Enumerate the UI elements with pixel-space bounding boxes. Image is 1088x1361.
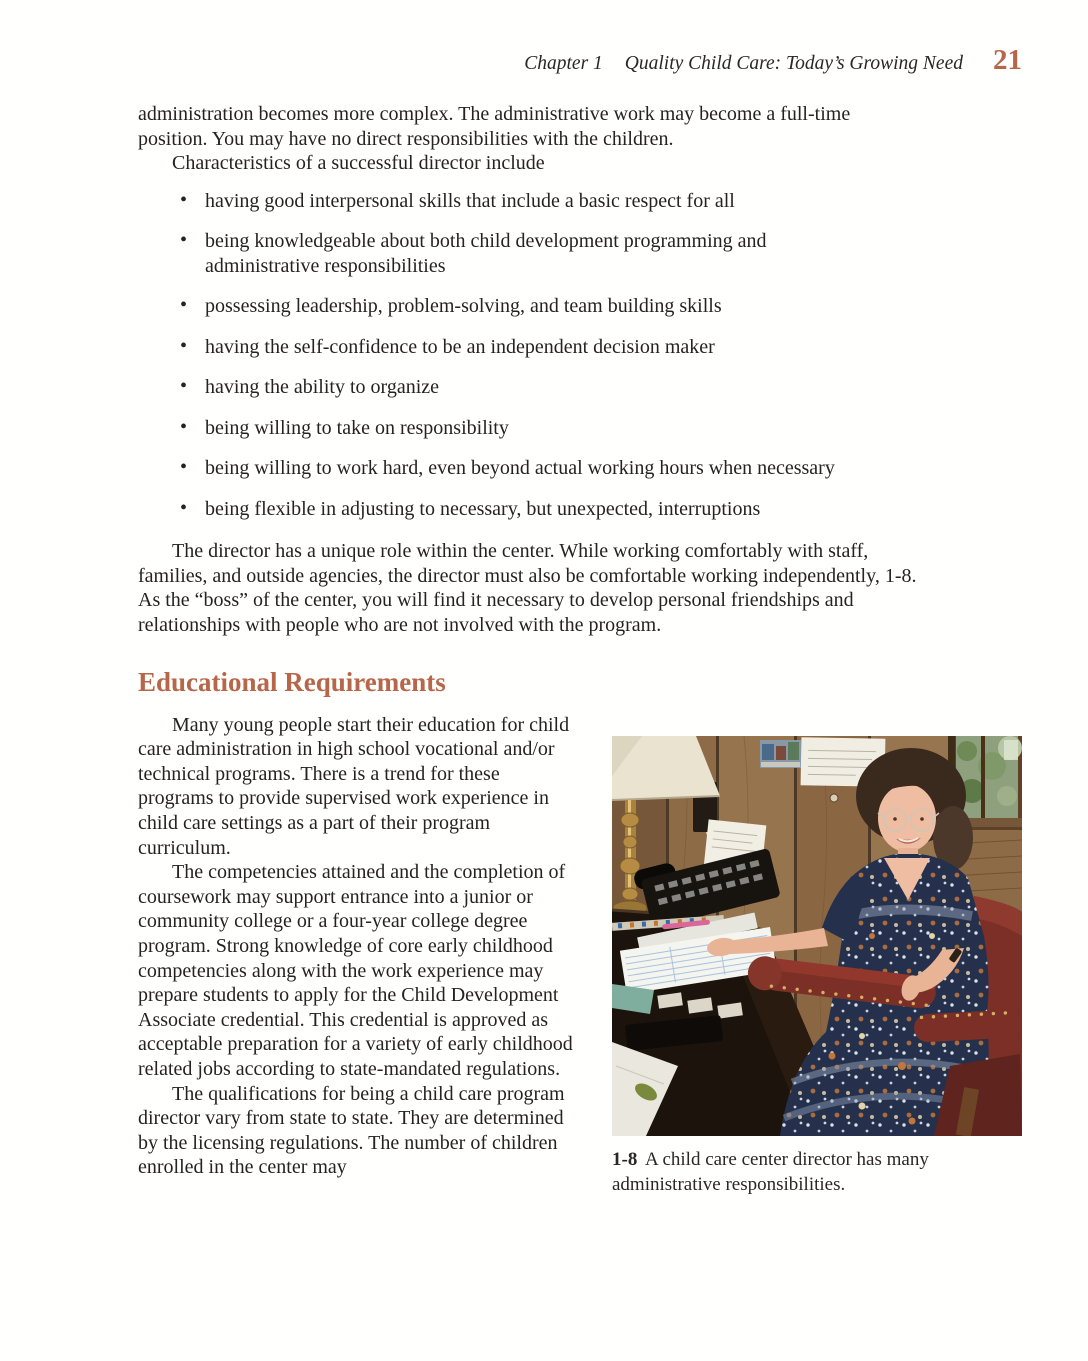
director-traits-list (180, 189, 855, 522)
page-content (138, 102, 1022, 1197)
bullet-item: • being willing to work hard, even beyond actual working hours when necessary (205, 456, 855, 481)
bullet-item: • possessing leadership, problem-solving, and team building skills (205, 294, 855, 319)
lead-in-line: Characteristics of a successful director include (172, 152, 545, 174)
page-header (524, 44, 1022, 77)
photo-child-care-director (612, 736, 1022, 1136)
column-paragraph: The qualifications for being a child care program director vary from state to state. They are determined by the licensing regulations. The number of children enrolled in the center may (138, 1082, 565, 1179)
column-paragraph: The competencies attained and the completion of coursework may support entrance into a junior or community college or a four-year college degree program. Strong knowledge of core early childhood competencies along with the work experience may prepare students to apply for the Child Development Associate credential. This credential is approved as acceptable preparation for a variety of early childhood related jobs according to state-mandated regulations. (138, 861, 573, 1080)
figure-1-8 (612, 736, 1022, 1197)
bullet-item: • having good interpersonal skills that include a basic respect for all (205, 189, 855, 214)
page-number: 21 (993, 44, 1022, 76)
left-column (138, 713, 578, 1197)
bullet-item: • being willing to take on responsibility (205, 416, 855, 441)
caption-text: A child care center director has many administrative responsibilities. (612, 1148, 929, 1195)
running-head-title: Quality Child Care: Today’s Growing Need (624, 53, 963, 74)
chair-arm-right (913, 1009, 1022, 1043)
intro-block (138, 102, 920, 176)
two-column-section (138, 713, 1022, 1197)
director-paragraph: The director has a unique role within the center. While working comfortably with staff, families, and outside agencies, the director must also be comfortable working independently, 1-8. As the “boss” of the center, you will find it necessary to develop personal friendships and relationships with people who are not involved with the program. (138, 540, 917, 636)
bullet-item: • having the self-confidence to be an independent decision maker (205, 335, 855, 360)
bullet-item: • having the ability to organize (205, 375, 855, 400)
panel-knob (830, 794, 838, 802)
column-paragraph: Many young people start their education for child care administration in high school vocational and/or technical programs. There is a trend for these programs to provide supervised work experience in child care settings as a part of their program curriculum. (138, 713, 570, 859)
running-head (524, 53, 963, 75)
intro-paragraph: administration becomes more complex. The administrative work may become a full-time position. You may have no direct responsibilities with the children. (138, 103, 851, 150)
pinned-photo (760, 740, 801, 768)
bullet-item: • being flexible in adjusting to necessary, but unexpected, interruptions (205, 497, 855, 522)
section-heading: Educational Requirements (138, 667, 446, 697)
right-column (612, 713, 1022, 1197)
figure-caption (612, 1147, 1022, 1197)
bullet-item: • being knowledgeable about both child development programming and administrative responsibilities (205, 229, 855, 278)
caption-label: 1-8 (612, 1148, 638, 1170)
running-head-chapter: Chapter 1 (524, 53, 603, 74)
